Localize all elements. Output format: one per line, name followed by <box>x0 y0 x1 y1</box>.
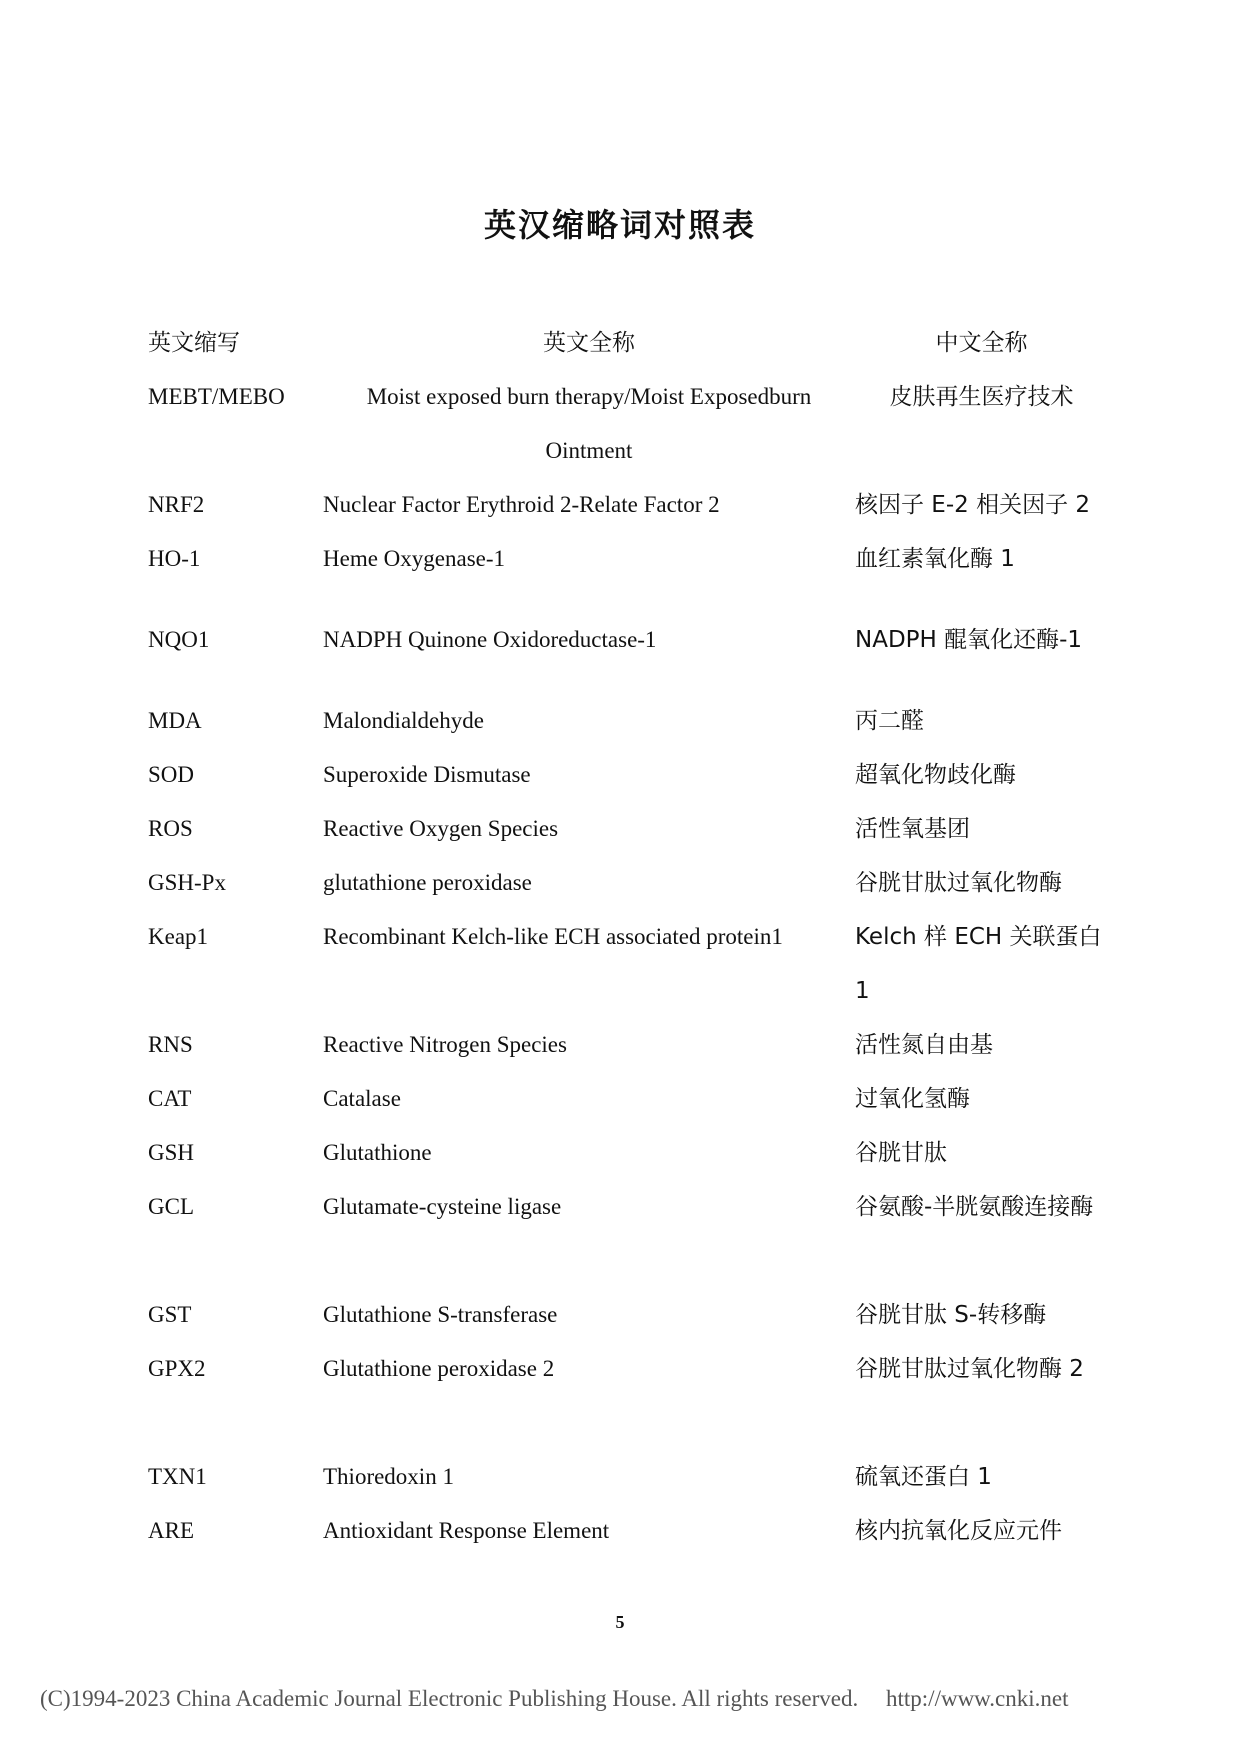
table-row <box>148 1504 1108 1558</box>
table-row <box>148 1126 1108 1180</box>
table-header-row <box>148 316 1108 370</box>
table-row <box>148 532 1108 586</box>
page-number: 5 <box>615 1612 625 1632</box>
header-chinese-full-name: 中文全称 <box>935 330 1028 356</box>
abbreviation-cell: NQO1 <box>148 627 210 652</box>
table-row <box>148 1450 1108 1504</box>
abbreviation-cell: MDA <box>148 708 202 733</box>
copyright-text: (C)1994-2023 China Academic Journal Electronic Publishing House. All rights reserved. <box>40 1686 859 1711</box>
english-name-cell: Nuclear Factor Erythroid 2-Relate Factor 2 <box>323 492 720 517</box>
chinese-name-cell: 活性氮自由基 <box>855 1032 993 1058</box>
english-name-cell: Antioxidant Response Element <box>323 1518 610 1543</box>
header-abbreviation: 英文缩写 <box>148 330 240 356</box>
english-name-cell: Superoxide Dismutase <box>323 762 531 787</box>
cnki-url-link[interactable]: http://www.cnki.net <box>886 1686 1069 1711</box>
table-row <box>148 586 1108 694</box>
table-row <box>148 802 1108 856</box>
chinese-name-cell: 谷胱甘肽 <box>855 1140 947 1166</box>
chinese-name-cell: 皮肤再生医疗技术 <box>889 384 1074 410</box>
chinese-name-cell: 核内抗氧化反应元件 <box>855 1518 1062 1544</box>
chinese-name-cell: 谷氨酸-半胱氨酸连接酶 <box>855 1194 1094 1220</box>
chinese-name-cell: 核因子 E-2 相关因子 2 <box>855 492 1091 518</box>
english-name-cell: Moist exposed burn therapy/Moist Exposedburn Ointment <box>366 384 812 463</box>
english-name-cell: Heme Oxygenase-1 <box>323 546 506 571</box>
abbreviation-cell: SOD <box>148 762 195 787</box>
abbreviation-cell: GST <box>148 1302 192 1327</box>
chinese-name-cell: 活性氧基团 <box>855 816 970 842</box>
english-name-cell: Glutamate-cysteine ligase <box>323 1194 562 1219</box>
english-name-cell: Malondialdehyde <box>323 708 484 733</box>
table-row <box>148 1180 1108 1288</box>
page-title: 英汉缩略词对照表 <box>483 206 756 244</box>
abbreviation-cell: RNS <box>148 1032 193 1057</box>
table-row <box>148 856 1108 910</box>
chinese-name-cell: 硫氧还蛋白 1 <box>855 1464 992 1490</box>
english-name-cell: Recombinant Kelch-like ECH associated protein1 <box>323 924 783 949</box>
chinese-name-cell: 过氧化氢酶 <box>855 1086 970 1112</box>
abbreviation-cell: MEBT/MEBO <box>148 384 285 409</box>
table-row <box>148 694 1108 748</box>
abbreviation-table <box>148 316 1108 1558</box>
english-name-cell: Glutathione S-transferase <box>323 1302 558 1327</box>
table-row <box>148 910 1108 1018</box>
chinese-name-cell: 谷胱甘肽过氧化物酶 2 <box>855 1356 1084 1382</box>
chinese-name-cell: 超氧化物歧化酶 <box>855 762 1016 788</box>
english-name-cell: Catalase <box>323 1086 401 1111</box>
table-row <box>148 370 1108 478</box>
table-row <box>148 1288 1108 1342</box>
english-name-cell: Thioredoxin 1 <box>323 1464 454 1489</box>
english-name-cell: Glutathione <box>323 1140 432 1165</box>
chinese-name-cell: 丙二醛 <box>855 708 924 734</box>
abbreviation-cell: ARE <box>148 1518 194 1543</box>
table-row <box>148 1072 1108 1126</box>
abbreviation-cell: NRF2 <box>148 492 205 517</box>
table-row <box>148 1018 1108 1072</box>
chinese-name-cell: Kelch 样 ECH 关联蛋白 1 <box>855 924 1102 1004</box>
abbreviation-cell: HO-1 <box>148 546 201 571</box>
chinese-name-cell: NADPH 醌氧化还酶-1 <box>855 627 1083 653</box>
abbreviation-cell: Keap1 <box>148 924 209 949</box>
chinese-name-cell: 血红素氧化酶 1 <box>855 546 1015 572</box>
abbreviation-cell: GCL <box>148 1194 194 1219</box>
table-row <box>148 748 1108 802</box>
english-name-cell: glutathione peroxidase <box>323 870 532 895</box>
abbreviation-cell: CAT <box>148 1086 192 1111</box>
table-row <box>148 1342 1108 1450</box>
chinese-name-cell: 谷胱甘肽过氧化物酶 <box>855 870 1062 896</box>
english-name-cell: Reactive Nitrogen Species <box>323 1032 567 1057</box>
abbreviation-cell: GSH-Px <box>148 870 226 895</box>
abbreviation-cell: GPX2 <box>148 1356 206 1381</box>
copyright-footer <box>40 1686 1220 1712</box>
english-name-cell: NADPH Quinone Oxidoreductase-1 <box>323 627 657 652</box>
abbreviation-cell: GSH <box>148 1140 195 1165</box>
english-name-cell: Glutathione peroxidase 2 <box>323 1356 555 1381</box>
header-english-full-name: 英文全称 <box>543 330 635 356</box>
abbreviation-cell: ROS <box>148 816 193 841</box>
table-row <box>148 478 1108 532</box>
english-name-cell: Reactive Oxygen Species <box>323 816 559 841</box>
chinese-name-cell: 谷胱甘肽 S-转移酶 <box>855 1302 1047 1328</box>
abbreviation-cell: TXN1 <box>148 1464 207 1489</box>
